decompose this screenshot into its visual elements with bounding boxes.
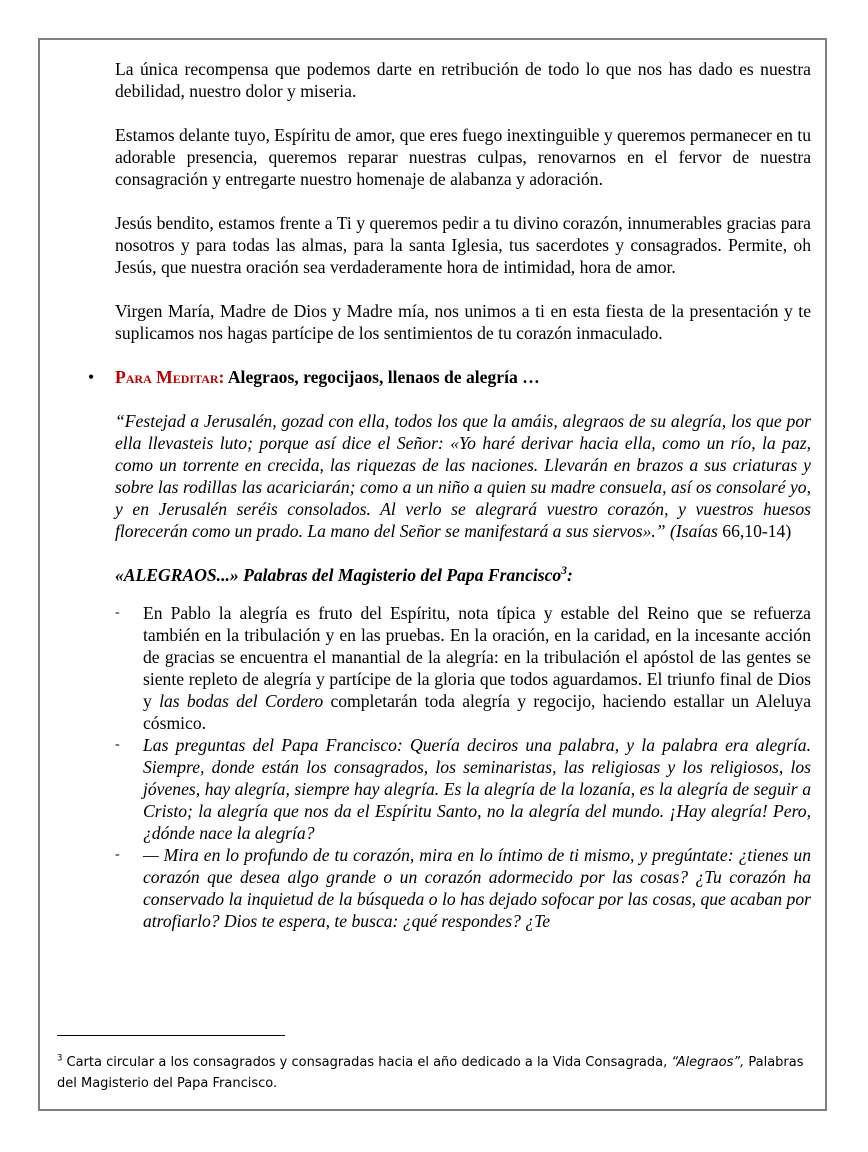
footnote-separator	[57, 1035, 285, 1036]
list-item	[115, 734, 811, 844]
paragraph-1: La única recompensa que podemos darte en retribución de todo lo que nos has dado es nuestra debilidad, nuestro dolor y miseria.	[115, 59, 811, 101]
list-item-1-text-b: completarán toda alegría y regocijo, haciendo estallar un Aleluya cósmico.	[143, 691, 812, 733]
magisterio-list	[115, 602, 811, 932]
list-item-3-text: — Mira en lo profundo de tu corazón, mira en lo íntimo de ti mismo, y pregúntate: ¿tienes un corazón que desea algo grande o un corazón adormecido por las cosas? ¿Tu corazón ha conservado la inquietud de la búsqueda o lo has dejado sofocar por las cosas, que acaban por atrofiarlo? Dios te espera, te busca: ¿qué respondes? ¿Te	[143, 845, 811, 931]
quote-source-book: (Isaías	[670, 521, 718, 541]
list-item-1-italic: las bodas del Cordero	[159, 691, 324, 711]
quote-source-ref: 66,10-14)	[717, 521, 792, 541]
document-body	[88, 58, 812, 932]
meditar-label: Para Meditar:	[115, 367, 225, 387]
footnote-italic: “Alegraos”,	[671, 1055, 745, 1070]
footnote-text-a: Carta circular a los consagrados y consagradas hacia el año dedicado a la Vida Consagrada,	[62, 1055, 672, 1070]
scripture-quote	[115, 410, 811, 542]
quote-text: “Festejad a Jerusalén, gozad con ella, todos los que la amáis, alegraos de su alegría, los que por ella llevasteis luto; porque así dice el Señor: «Yo haré derivar hacia ella, como un río, la paz, como un torrente en crecida, las riquezas de las naciones. Llevarán en brazos a sus criaturas y sobre las rodillas las acariciarán; como a un niño a quien su madre consuela, así os consolaré yo, y en Jerusalén seréis consolados. Al verlo se alegrará vuestro corazón, y vuestros huesos florecerán como un prado. La mano del Señor se manifestará a sus siervos».”	[115, 411, 811, 541]
section-heading-colon: :	[566, 565, 573, 585]
list-item-1-text-a: En Pablo la alegría es fruto del Espíritu, nota típica y estable del Reino que se refuerza también en la tribulación y en las pruebas. En la oración, en la caridad, en la incesante acción de gracias se encuentra el manantial de la alegría: en la tribulación el apóstol de las gentes se siente repleto de alegría y partícipe de la gloria que todos aguardamos. El triunfo final de Dios y	[143, 603, 811, 711]
paragraph-3: Jesús bendito, estamos frente a Ti y queremos pedir a tu divino corazón, innumerables gracias para nosotros y para todas las almas, para la santa Iglesia, tus sacerdotes y consagrados. Permite, oh Jesús, que nuestra oración sea verdaderamente hora de intimidad, hora de amor.	[115, 213, 811, 277]
footnote	[57, 1052, 813, 1094]
section-heading-text: «ALEGRAOS...» Palabras del Magisterio del Papa Francisco	[115, 565, 562, 585]
list-item	[115, 844, 811, 932]
paragraph-2: Estamos delante tuyo, Espíritu de amor, que eres fuego inextinguible y queremos permanecer en tu adorable presencia, queremos reparar nuestras culpas, renovarnos en el fervor de nuestra consagración y entregarte nuestro homenaje de alabanza y adoración.	[115, 125, 811, 189]
dash-icon: -	[115, 847, 120, 862]
list-item	[115, 602, 812, 734]
paragraph-4: Virgen María, Madre de Dios y Madre mía, nos unimos a ti en esta fiesta de la presentación y te suplicamos nos hagas partícipe de los sentimientos de tu corazón inmaculado.	[115, 301, 811, 343]
dash-icon: -	[115, 605, 120, 620]
meditar-title: Alegraos, regocijaos, llenaos de alegría …	[227, 367, 540, 387]
bullet-icon: •	[88, 367, 95, 387]
list-item-2-text: Las preguntas del Papa Francisco: Quería deciros una palabra, y la palabra era alegría. Siempre, donde están los consagrados, los seminaristas, las religiosas y los religiosos, los jóvenes, hay alegría, siempre hay alegría. Es la alegría de la lozanía, es la alegría de seguir a Cristo; la alegría que nos da el Espíritu Santo, no la alegría del mundo. ¡Hay alegría! Pero, ¿dónde nace la alegría?	[143, 735, 811, 843]
meditar-heading	[88, 366, 811, 388]
footnote-ref: 3	[561, 565, 567, 578]
footnote-number: 3	[57, 1052, 63, 1063]
footnote-text-b: Palabras del Magisterio del Papa Francisco.	[57, 1055, 804, 1091]
section-heading	[115, 564, 811, 586]
dash-icon: -	[115, 737, 120, 752]
